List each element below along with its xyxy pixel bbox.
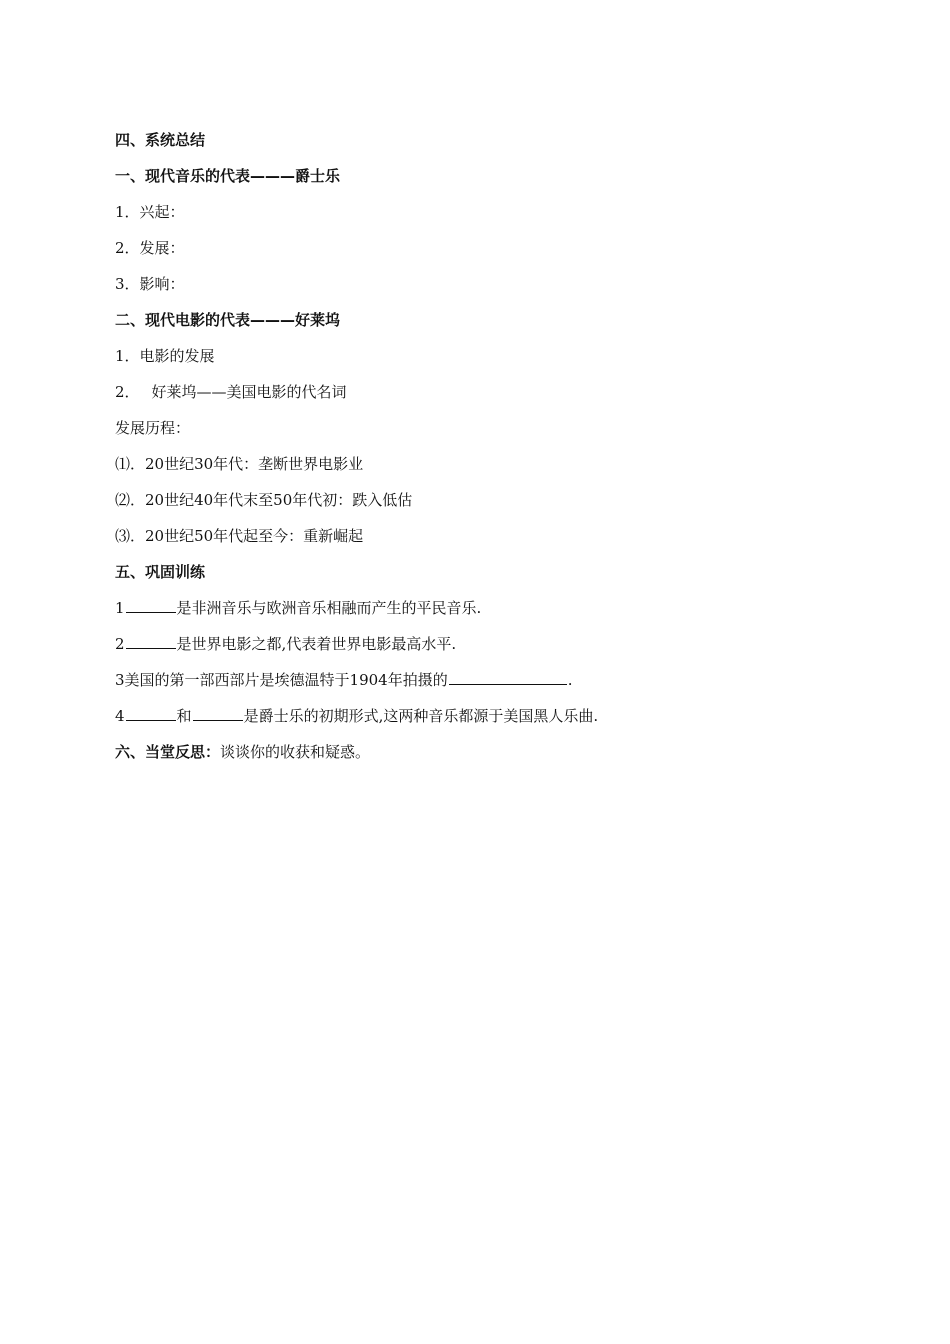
part2-item-film-development: 1．电影的发展 — [115, 347, 215, 365]
part2-item-hollywood — [115, 374, 835, 410]
document-content — [115, 122, 835, 770]
answer-blank[interactable] — [449, 683, 567, 685]
question-1-number: 1 — [115, 599, 125, 617]
question-4-number: 4 — [115, 707, 125, 725]
question-4-and: 和 — [176, 707, 192, 725]
section6-text: 谈谈你的收获和疑惑。 — [220, 743, 371, 761]
part1-item-rise: 1．兴起： — [115, 203, 185, 221]
reflection-line — [115, 734, 835, 770]
part1-item-development: 2．发展： — [115, 239, 185, 257]
history-label: 发展历程： — [115, 419, 191, 437]
question-3-end: . — [567, 671, 573, 689]
part1-item-influence: 3．影响： — [115, 275, 185, 293]
answer-blank[interactable] — [126, 611, 176, 613]
history-item-3: ⑶．20世纪50年代起至今：重新崛起 — [115, 527, 364, 545]
exercise-question-3 — [115, 662, 835, 698]
answer-blank[interactable] — [126, 647, 176, 649]
question-3-text: 3美国的第一部西部片是埃德温特于1904年拍摄的 — [115, 671, 448, 689]
question-1-text: 是非洲音乐与欧洲音乐相融而产生的平民音乐. — [176, 599, 482, 617]
history-item-1: ⑴．20世纪30年代：垄断世界电影业 — [115, 455, 364, 473]
question-2-number: 2 — [115, 635, 125, 653]
part2-item-hollywood-number: 2． — [115, 383, 140, 401]
history-item-2: ⑵．20世纪40年代末至50年代初：跌入低估 — [115, 491, 413, 509]
answer-blank[interactable] — [126, 719, 176, 721]
part1-heading: 一、现代音乐的代表———爵士乐 — [115, 167, 341, 185]
exercise-question-1 — [115, 590, 835, 626]
answer-blank[interactable] — [193, 719, 243, 721]
question-4-text: 是爵士乐的初期形式,这两种音乐都源于美国黑人乐曲. — [243, 707, 599, 725]
section5-heading: 五、巩固训练 — [115, 563, 206, 581]
exercise-question-2 — [115, 626, 835, 662]
exercise-question-4 — [115, 698, 835, 734]
section6-heading: 六、当堂反思： — [115, 743, 221, 761]
part2-item-hollywood-text: 好莱坞——美国电影的代名词 — [151, 383, 347, 401]
question-2-text: 是世界电影之都,代表着世界电影最高水平. — [176, 635, 457, 653]
part2-heading: 二、现代电影的代表———好莱坞 — [115, 311, 341, 329]
section4-heading: 四、系统总结 — [115, 131, 206, 149]
